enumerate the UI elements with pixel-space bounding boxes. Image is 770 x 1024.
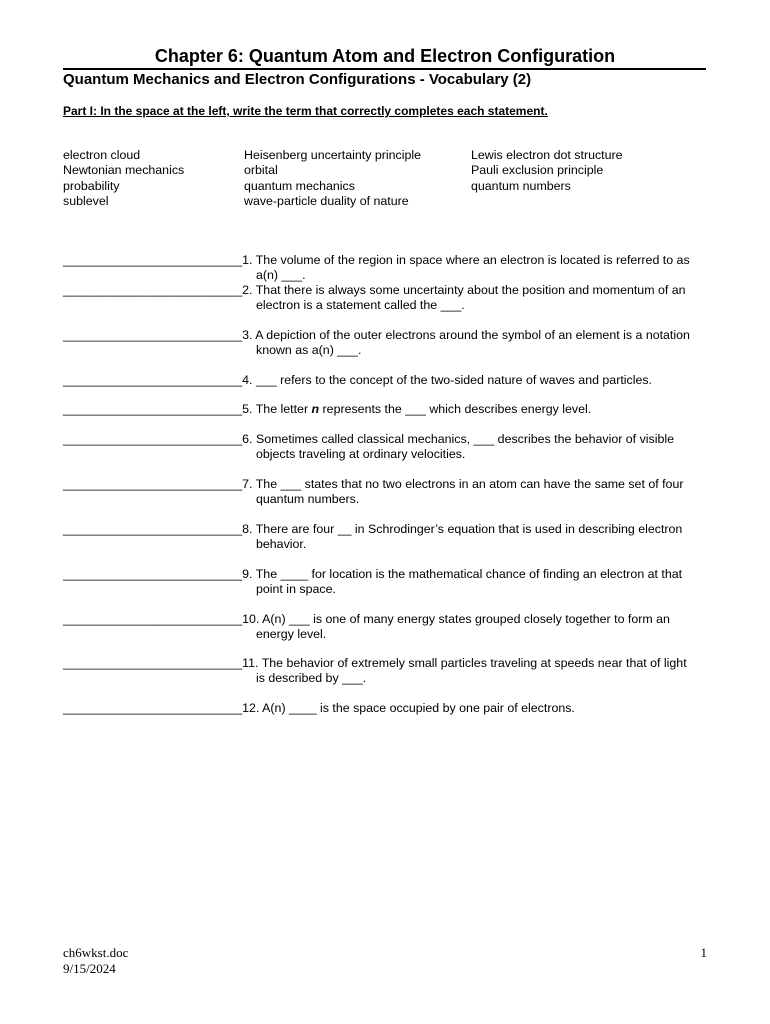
question-text-continued: a(n) ___. [256, 268, 306, 283]
question-10 [63, 612, 713, 643]
question-3 [63, 328, 713, 359]
answer-blank[interactable]: __________________________1. [63, 253, 253, 267]
title-divider [63, 68, 706, 70]
answer-blank[interactable]: __________________________4. [63, 373, 253, 387]
question-4 [63, 373, 713, 388]
footer-date: 9/15/2024 [63, 961, 116, 976]
question-2 [63, 283, 713, 314]
instructions: Part I: In the space at the left, write the term that correctly completes each statement. [63, 104, 548, 118]
worksheet-subtitle: Quantum Mechanics and Electron Configurations - Vocabulary (2) [63, 71, 532, 88]
word-bank-column-3 [471, 148, 623, 194]
answer-blank[interactable]: __________________________9. [63, 567, 253, 581]
variable-n: n [311, 402, 320, 416]
footer-file-info [63, 945, 128, 977]
question-text: The letter [252, 402, 312, 416]
question-text: ___ refers to the concept of the two-sided nature of waves and particles. [252, 373, 652, 387]
question-7 [63, 477, 713, 508]
answer-blank[interactable]: __________________________8. [63, 522, 253, 536]
word-bank-term: Pauli exclusion principle [471, 163, 604, 178]
question-9 [63, 567, 713, 598]
word-bank-term: probability [63, 178, 120, 193]
question-text: represents the ___ which describes energy level. [319, 402, 592, 416]
question-5 [63, 402, 713, 417]
question-12 [63, 701, 713, 716]
word-bank-term: quantum mechanics [244, 178, 355, 193]
question-text: The behavior of extremely small particles traveling at speeds near that of light [258, 656, 687, 670]
question-text: A(n) ___ is one of many energy states grouped closely together to form an [259, 612, 670, 626]
answer-blank[interactable]: __________________________11. [63, 656, 259, 670]
question-11 [63, 656, 713, 687]
question-text: The ____ for location is the mathematical chance of finding an electron at that [252, 567, 683, 581]
question-text: Sometimes called classical mechanics, ___ describes the behavior of visible [252, 432, 674, 446]
question-1 [63, 253, 713, 284]
word-bank-term: sublevel [63, 193, 109, 208]
question-text-continued: known as a(n) ___. [256, 343, 362, 358]
answer-blank[interactable]: __________________________10. [63, 612, 260, 626]
question-text-continued: energy level. [256, 627, 327, 642]
question-text: There are four __ in Schrodinger’s equation that is used in describing electron [252, 522, 683, 536]
question-text-continued: electron is a statement called the ___. [256, 298, 465, 313]
question-text: The volume of the region in space where an electron is located is referred to as [252, 253, 690, 267]
question-text: A depiction of the outer electrons around the symbol of an element is a notation [252, 328, 690, 342]
answer-blank[interactable]: __________________________12. [63, 701, 260, 715]
question-6 [63, 432, 713, 463]
answer-blank[interactable]: __________________________7. [63, 477, 253, 491]
word-bank-term: Newtonian mechanics [63, 163, 185, 178]
question-text: A(n) ____ is the space occupied by one pair of electrons. [259, 701, 575, 715]
question-text-continued: point in space. [256, 582, 336, 597]
word-bank-column-2 [244, 148, 421, 209]
word-bank-term: Heisenberg uncertainty principle [244, 148, 422, 162]
answer-blank[interactable]: __________________________5. [63, 402, 253, 416]
question-text-continued: objects traveling at ordinary velocities. [256, 447, 466, 462]
word-bank-column-1 [63, 148, 184, 209]
answer-blank[interactable]: __________________________3. [63, 328, 253, 342]
page-title: Chapter 6: Quantum Atom and Electron Configuration [154, 46, 616, 66]
word-bank-term: wave-particle duality of nature [244, 193, 409, 208]
answer-blank[interactable]: __________________________2. [63, 283, 253, 297]
footer-filename: ch6wkst.doc [63, 945, 129, 960]
word-bank-term: orbital [244, 163, 278, 178]
word-bank-term: electron cloud [63, 148, 141, 162]
question-8 [63, 522, 713, 553]
question-text: The ___ states that no two electrons in an atom can have the same set of four [252, 477, 684, 491]
page-number: 1 [700, 945, 707, 960]
question-text-continued: behavior. [256, 537, 307, 552]
question-text-continued: quantum numbers. [256, 492, 360, 507]
answer-blank[interactable]: __________________________6. [63, 432, 253, 446]
word-bank-term: Lewis electron dot structure [471, 148, 623, 162]
question-text-continued: is described by ___. [256, 671, 367, 686]
word-bank-term: quantum numbers [471, 178, 571, 193]
question-text: That there is always some uncertainty about the position and momentum of an [252, 283, 686, 297]
